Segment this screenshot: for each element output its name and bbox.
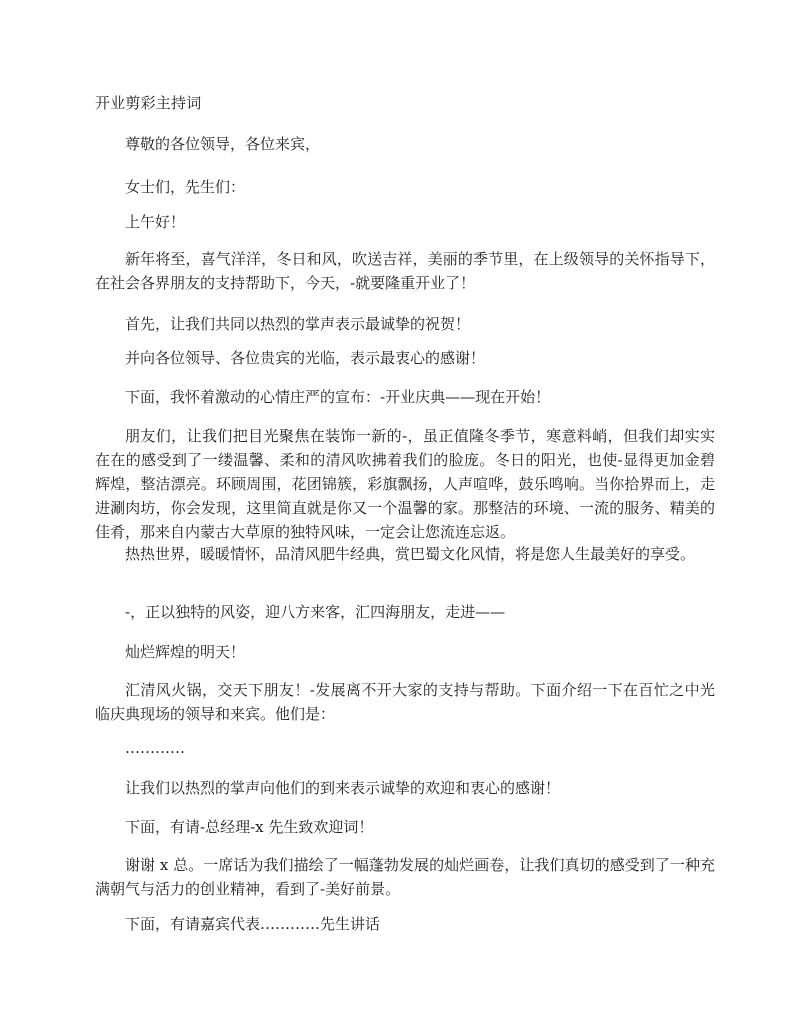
paragraph-thanks: 并向各位领导、各位贵宾的光临，表示最衷心的感谢！	[125, 349, 486, 367]
paragraph-applause: 让我们以热烈的掌声向他们的到来表示诚挚的欢迎和衷心的感谢！	[125, 779, 561, 797]
paragraph-welcome-guests: -，正以独特的风姿，迎八方来客，汇四海朋友，走进——	[125, 603, 506, 621]
document-title: 开业剪彩主持词	[95, 94, 202, 112]
paragraph-good-morning: 上午好！	[125, 213, 186, 231]
paragraph-introduce-guests: 汇清风火锅，交天下朋友！-发展离不开大家的支持与帮助。下面介绍一下在百忙之中光临庆典现场的领导和来宾。他们是：	[95, 681, 715, 723]
paragraph-ceremony-start: 下面，我怀着激动的心情庄严的宣布：-开业庆典——现在开始！	[125, 388, 551, 406]
paragraph-slogan: 热热世界，暖暖情怀，品清风肥牛经典，赏巴蜀文化风情，将是您人生最美好的享受。	[125, 545, 696, 563]
paragraph-congratulations: 首先，让我们共同以热烈的掌声表示最诚挚的祝贺！	[125, 315, 471, 333]
paragraph-opening-announcement: 新年将至，喜气洋洋，冬日和风，吹送吉祥，美丽的季节里，在上级领导的关怀指导下，在社会各界朋友的支持帮助下，今天，-就要隆重开业了！	[95, 250, 715, 292]
paragraph-bright-future: 灿烂辉煌的明天！	[125, 643, 246, 661]
paragraph-greeting-leaders: 尊敬的各位领导，各位来宾，	[125, 135, 321, 153]
paragraph-ellipsis: …………	[125, 739, 185, 757]
paragraph-thanks-manager: 谢谢 x 总。一席话为我们描绘了一幅蓬勃发展的灿烂画卷，让我们真切的感受到了一种充满朝气与活力的创业精神，看到了-美好前景。	[95, 856, 715, 898]
paragraph-greeting-audience: 女士们，先生们：	[125, 178, 246, 196]
paragraph-guest-speech: 下面，有请嘉宾代表…………先生讲话	[125, 915, 381, 933]
paragraph-venue-description: 朋友们，让我们把目光聚焦在装饰一新的-，虽正值隆冬季节，寒意料峭，但我们却实实在在的感受到了一缕温馨、柔和的清风吹拂着我们的脸庞。冬日的阳光，也使-显得更加金碧辉煌，整洁漂亮。环顾周围，花团锦簇，彩旗飘扬，人声喧哗，鼓乐鸣响。当你拾界而上，走进涮肉坊，你会发现，这里简直就是你又一个温馨的家。那整洁的环境、一流的服务、精美的佳肴，那来自内蒙古大草原的独特风味，一定会让您流连忘返。	[95, 427, 715, 541]
paragraph-manager-speech: 下面，有请-总经理-x 先生致欢迎词！	[125, 818, 374, 836]
